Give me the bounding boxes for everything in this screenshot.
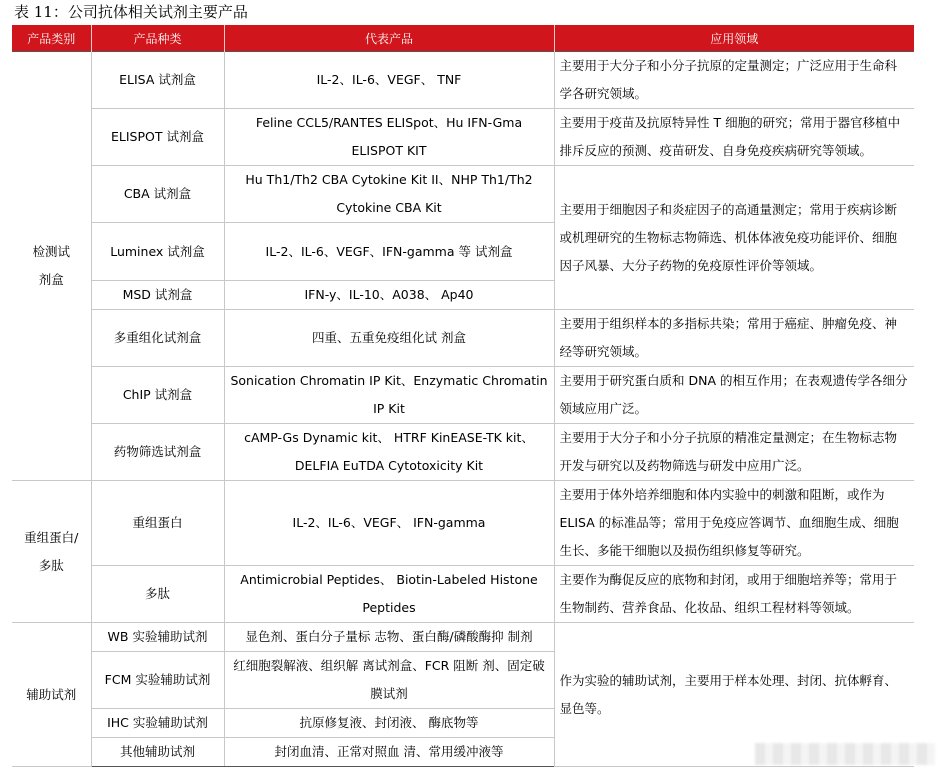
product-cell: Hu Th1/Th2 CBA Cytokine Kit II、NHP Th1/Th2 Cytokine CBA Kit	[224, 166, 554, 223]
table-caption: 表 11：公司抗体相关试剂主要产品	[14, 3, 248, 21]
application-cell: 主要用于体外培养细胞和体内实验中的刺激和阻断，或作为 ELISA 的标准品等；常用于免疫应答调节、血细胞生成、细胞生长、多能干细胞以及损伤组织修复等研究。	[554, 481, 914, 566]
kind-cell: ELISA 试剂盒	[91, 52, 224, 109]
table-row	[12, 109, 914, 166]
kind-cell: 多重组化试剂盒	[91, 310, 224, 367]
application-cell: 主要用于细胞因子和炎症因子的高通量测定；常用于疾病诊断或机理研究的生物标志物筛选、机体体液免疫功能评价、细胞因子风暴、大分子药物的免疫原性评价等领域。	[554, 166, 914, 310]
table-row	[12, 424, 914, 481]
product-cell: IFN-y、IL-10、A038、 Ap40	[224, 281, 554, 310]
product-cell: IL-2、IL-6、VEGF、 IFN-gamma	[224, 481, 554, 566]
product-cell: Antimicrobial Peptides、 Biotin-Labeled Histone Peptides	[224, 566, 554, 623]
product-cell: Feline CCL5/RANTES ELISpot、Hu IFN-Gma ELISPOT KIT	[224, 109, 554, 166]
product-cell: IL-2、IL-6、VEGF、IFN-gamma 等 试剂盒	[224, 223, 554, 281]
kind-cell: IHC 实验辅助试剂	[91, 709, 224, 738]
blurred-watermark	[755, 743, 935, 765]
header-product: 代表产品	[224, 25, 554, 52]
table-row	[12, 623, 914, 652]
table-header-row	[12, 25, 914, 52]
table-row	[12, 481, 914, 566]
kind-cell: MSD 试剂盒	[91, 281, 224, 310]
category-cell: 重组蛋白/多肽	[12, 481, 91, 623]
product-cell: Sonication Chromatin IP Kit、Enzymatic Chromatin IP Kit	[224, 367, 554, 424]
header-category: 产品类别	[12, 25, 91, 52]
application-cell: 作为实验的辅助试剂，主要用于样本处理、封闭、抗体孵育、显色等。	[554, 623, 914, 767]
category-cell: 检测试剂盒	[12, 52, 91, 481]
application-cell: 主要用于大分子和小分子抗原的精准定量测定；在生物标志物开发与研究以及药物筛选与研发中应用广泛。	[554, 424, 914, 481]
kind-cell: Luminex 试剂盒	[91, 223, 224, 281]
kind-cell: WB 实验辅助试剂	[91, 623, 224, 652]
product-cell: 四重、五重免疫组化试 剂盒	[224, 310, 554, 367]
table-row	[12, 52, 914, 109]
application-cell: 主要用于组织样本的多指标共染；常用于癌症、肿瘤免疫、神经等研究领域。	[554, 310, 914, 367]
application-cell: 主要作为酶促反应的底物和封闭，或用于细胞培养等；常用于生物制药、营养食品、化妆品、组织工程材料等领域。	[554, 566, 914, 623]
kind-cell: ELISPOT 试剂盒	[91, 109, 224, 166]
product-cell: cAMP-Gs Dynamic kit、 HTRF KinEASE-TK kit、DELFIA EuTDA Cytotoxicity Kit	[224, 424, 554, 481]
product-cell: 封闭血清、正常对照血 清、常用缓冲液等	[224, 738, 554, 767]
header-kind: 产品种类	[91, 25, 224, 52]
products-table	[12, 25, 914, 767]
header-application: 应用领域	[554, 25, 914, 52]
application-cell: 主要用于研究蛋白质和 DNA 的相互作用；在表观遗传学各细分领域应用广泛。	[554, 367, 914, 424]
product-cell: 红细胞裂解液、组织解 离试剂盒、FCR 阻断 剂、固定破膜试剂	[224, 652, 554, 709]
kind-cell: FCM 实验辅助试剂	[91, 652, 224, 709]
product-cell: IL-2、IL-6、VEGF、 TNF	[224, 52, 554, 109]
application-cell: 主要用于疫苗及抗原特异性 T 细胞的研究；常用于器官移植中排斥反应的预测、疫苗研发、自身免疫疾病研究等领域。	[554, 109, 914, 166]
kind-cell: 其他辅助试剂	[91, 738, 224, 767]
kind-cell: CBA 试剂盒	[91, 166, 224, 223]
kind-cell: 重组蛋白	[91, 481, 224, 566]
application-cell: 主要用于大分子和小分子抗原的定量测定；广泛应用于生命科学各研究领域。	[554, 52, 914, 109]
kind-cell: ChIP 试剂盒	[91, 367, 224, 424]
table-row	[12, 310, 914, 367]
product-cell: 抗原修复液、封闭液、 酶底物等	[224, 709, 554, 738]
table-row	[12, 566, 914, 623]
table-row	[12, 367, 914, 424]
product-cell: 显色剂、蛋白分子量标 志物、蛋白酶/磷酸酶抑 制剂	[224, 623, 554, 652]
table-row	[12, 166, 914, 223]
kind-cell: 药物筛选试剂盒	[91, 424, 224, 481]
kind-cell: 多肽	[91, 566, 224, 623]
category-cell: 辅助试剂	[12, 623, 91, 767]
